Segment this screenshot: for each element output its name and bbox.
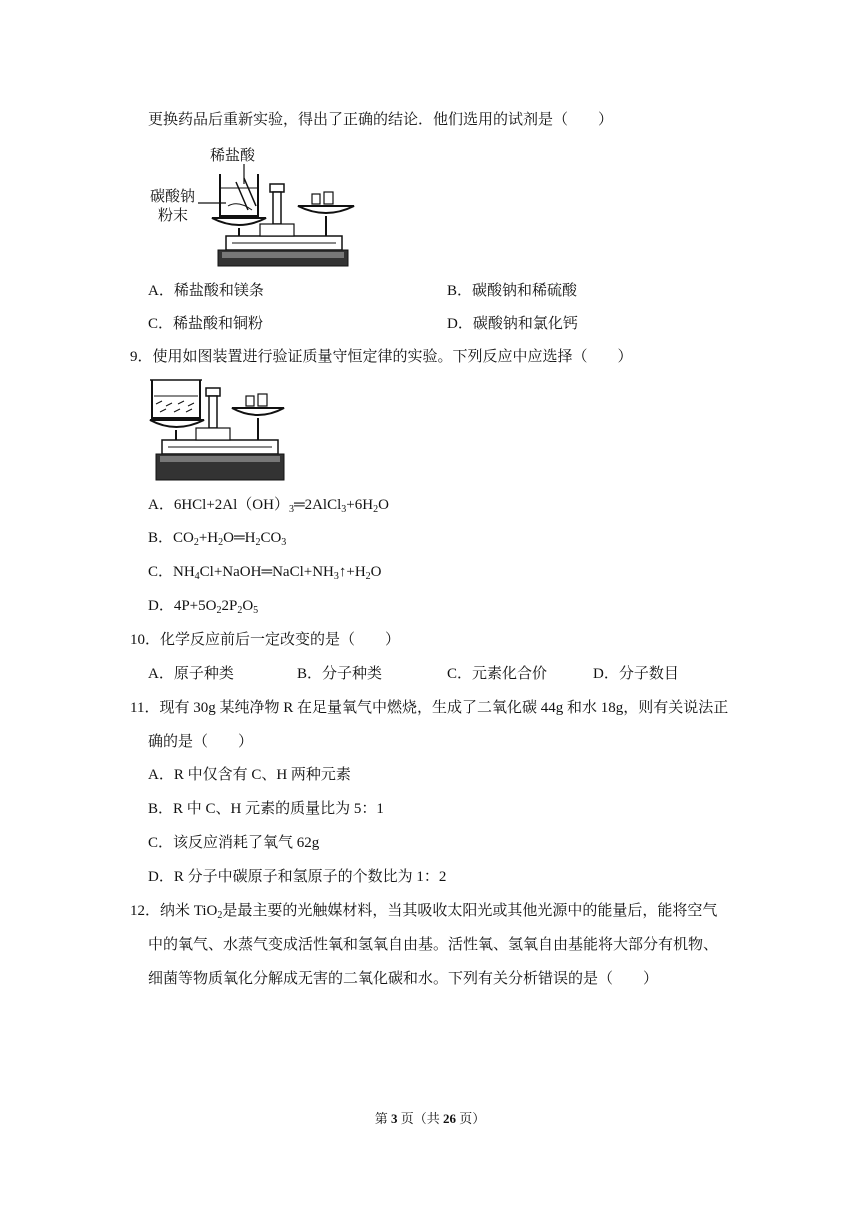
- q9-option-d: D．$4P+5O_22P_2O_5$: [148, 598, 259, 616]
- q8-option-b: B．碳酸钠和稀硫酸: [447, 283, 578, 299]
- q10-option-b: B．分子种类: [297, 666, 383, 682]
- q12-line2: 中的氧气、水蒸气变成活性氧和氢氧自由基。活性氧、氢氧自由基能将大部分有机物、: [148, 937, 719, 953]
- q8-balance-figure: [148, 140, 358, 272]
- label-sodium-carbonate: 碳酸钠: [150, 187, 196, 205]
- label-dilute-hcl: 稀盐酸: [210, 146, 256, 164]
- q11-option-d: D．R 分子中碳原子和氢原子的个数比为 1：2: [148, 869, 447, 885]
- q9-option-b: B．$CO_2+H_2O═H_2CO_3$: [148, 530, 287, 548]
- page-number: 3: [390, 1111, 398, 1126]
- q8-option-a: A．稀盐酸和镁条: [148, 283, 264, 299]
- q12-line3: 细菌等物质氧化分解成无害的二氧化碳和水。下列有关分析错误的是（ ）: [148, 971, 659, 987]
- label-powder: 粉末: [158, 206, 189, 224]
- balance-icon: [148, 140, 358, 272]
- q9-balance-figure: [148, 376, 288, 486]
- q8-option-d: D．碳酸钠和氯化钙: [447, 316, 578, 332]
- q11-stem-line2: 确的是（ ）: [148, 734, 254, 750]
- q9-option-a: A．$6HCl+2Al(OH)_3═2AlCl_3+6H_2O$: [148, 497, 389, 515]
- q11-stem-line1: 11．现有 30g 某纯净物 R 在足量氧气中燃烧，生成了二氧化碳 44g 和水 18g，则有关说法正: [130, 700, 729, 716]
- q9-stem: 9．使用如图装置进行验证质量守恒定律的实验。下列反应中应选择（ ）: [130, 349, 633, 365]
- q11-option-c: C．该反应消耗了氧气 62g: [148, 835, 320, 851]
- q10-option-a: A．原子种类: [148, 666, 234, 682]
- q11-option-b: B．R 中 C、H 元素的质量比为 5：1: [148, 801, 384, 817]
- q8-stem-tail: 更换药品后重新实验，得出了正确的结论．他们选用的试剂是（ ）: [148, 112, 614, 128]
- page-footer: 第 3 页（共 26 页）: [374, 1111, 486, 1126]
- q10-stem: 10．化学反应前后一定改变的是（ ）: [130, 632, 401, 648]
- q9-option-c: C．$NH_4Cl+NaOH═NaCl+NH_3↑+H_2O$: [148, 564, 382, 582]
- q11-option-a: A．R 中仅含有 C、H 两种元素: [148, 767, 351, 783]
- q10-option-c: C．元素化合价: [447, 666, 548, 682]
- total-pages: 26: [443, 1111, 456, 1126]
- q10-option-d: D．分子数目: [593, 666, 679, 682]
- q8-option-c: C．稀盐酸和铜粉: [148, 316, 264, 332]
- q12-line1: 12．纳米 TiO$_2$是最主要的光触媒材料，当其吸收太阳光或其他光源中的能量后，能将空气: [130, 903, 718, 921]
- balance-beaker-icon: [148, 376, 288, 486]
